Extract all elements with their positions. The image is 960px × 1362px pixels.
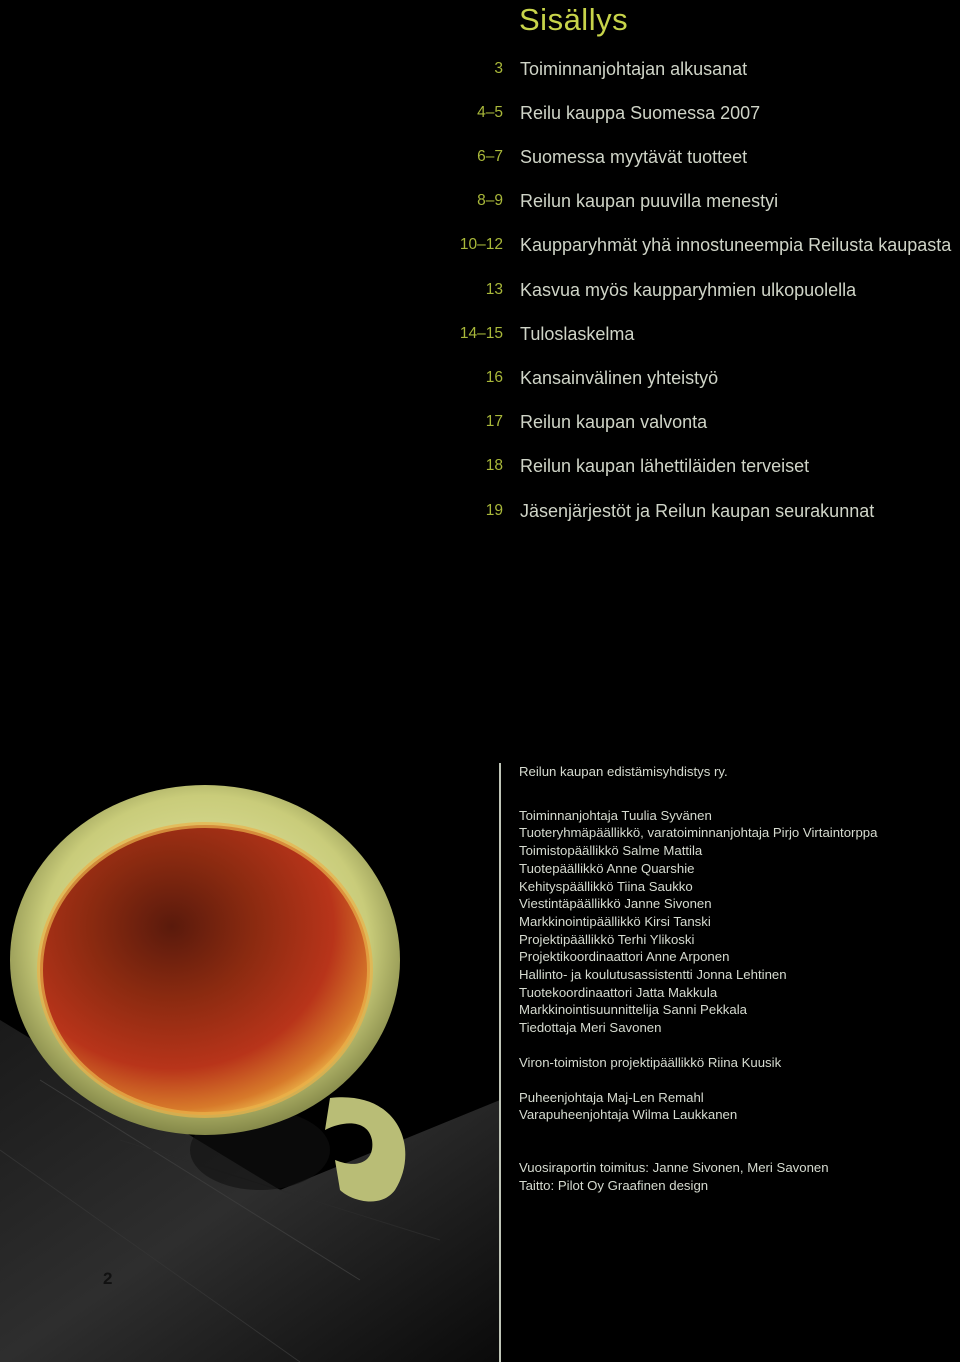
staff-member: Projektikoordinaattori Anne Arponen [519, 949, 730, 965]
toc-page-number: 18 [485, 457, 503, 474]
staff-member: Tiedottaja Meri Savonen [519, 1020, 662, 1036]
toc-item[interactable] [0, 54, 960, 84]
toc-page-number: 17 [485, 413, 503, 430]
credit-line: Taitto: Pilot Oy Graafinen design [519, 1177, 709, 1193]
toc-item-label: Jäsenjärjestöt ja Reilun kaupan seurakunnat [520, 501, 875, 521]
toc-item-label: Reilun kaupan puuvilla menestyi [520, 191, 779, 211]
credit-line: Vuosiraportin toimitus: Janne Sivonen, Meri Savonen [519, 1159, 829, 1175]
toc-page-number: 4–5 [477, 104, 503, 121]
toc-page-number: 14–15 [459, 325, 503, 342]
staff-section [519, 763, 959, 1194]
toc-item[interactable] [0, 451, 960, 481]
staff-member: Markkinointipäällikkö Kirsi Tanski [519, 913, 711, 929]
toc-item[interactable] [0, 186, 960, 216]
toc-page-number: 19 [485, 502, 503, 519]
toc-item-label: Reilu kauppa Suomessa 2007 [520, 103, 761, 123]
toc-item-label: Kasvua myös kaupparyhmien ulkopuolella [520, 280, 857, 300]
staff-member: Toimistopäällikkö Salme Mattila [519, 843, 703, 859]
toc-item[interactable] [0, 275, 960, 305]
toc-item[interactable] [0, 98, 960, 128]
toc-item-label: Toiminnanjohtajan alkusanat [520, 59, 748, 79]
toc-item-label: Suomessa myytävät tuotteet [520, 147, 748, 167]
toc-page-number: 6–7 [477, 148, 503, 165]
staff-member: Viestintäpäällikkö Janne Sivonen [519, 896, 712, 912]
staff-member: Projektipäällikkö Terhi Ylikoski [519, 931, 695, 947]
staff-member: Tuoteryhmäpäällikkö, varatoiminnanjohtaja Pirjo Virtaintorppa [519, 825, 878, 841]
toc-title: Sisällys [519, 2, 629, 37]
staff-member: Markkinointisuunnittelija Sanni Pekkala [519, 1002, 747, 1018]
organization-name: Reilun kaupan edistämisyhdistys ry. [519, 764, 728, 779]
toc-item-label: Kansainvälinen yhteistyö [520, 368, 719, 388]
toc-page-number: 3 [494, 60, 503, 77]
staff-member: Tuotekoordinaattori Jatta Makkula [519, 984, 718, 1000]
toc-item[interactable] [0, 496, 960, 526]
toc-item-label: Kaupparyhmät yhä innostuneempia Reilusta kaupasta [520, 235, 952, 255]
page-number: 2 [103, 1269, 113, 1288]
toc-item[interactable] [0, 407, 960, 437]
toc-page-number: 16 [485, 369, 503, 386]
divider-line [499, 763, 501, 1362]
toc-item-label: Reilun kaupan lähettiläiden terveiset [520, 456, 810, 476]
staff-member: Hallinto- ja koulutusassistentti Jonna Lehtinen [519, 967, 787, 983]
toc-item[interactable] [0, 142, 960, 172]
board-member: Varapuheenjohtaja Wilma Laukkanen [519, 1107, 738, 1123]
staff-member: Toiminnanjohtaja Tuulia Syvänen [519, 807, 712, 823]
board-member: Puheenjohtaja Maj-Len Remahl [519, 1089, 704, 1105]
staff-member: Tuotepäällikkö Anne Quarshie [519, 860, 695, 876]
toc-item-label: Tuloslaskelma [520, 324, 635, 344]
toc-item-label: Reilun kaupan valvonta [520, 412, 708, 432]
toc-item[interactable] [0, 230, 960, 260]
staff-member: Kehityspäällikkö Tiina Saukko [519, 878, 693, 894]
estonia-office: Viron-toimiston projektipäällikkö Riina Kuusik [519, 1054, 782, 1070]
toc-item[interactable] [0, 363, 960, 393]
toc-item[interactable] [0, 319, 960, 349]
tea-cup-photo [0, 720, 500, 1362]
toc-page-number: 8–9 [477, 192, 503, 209]
toc-page-number: 13 [485, 281, 503, 298]
toc-page-number: 10–12 [459, 236, 503, 253]
